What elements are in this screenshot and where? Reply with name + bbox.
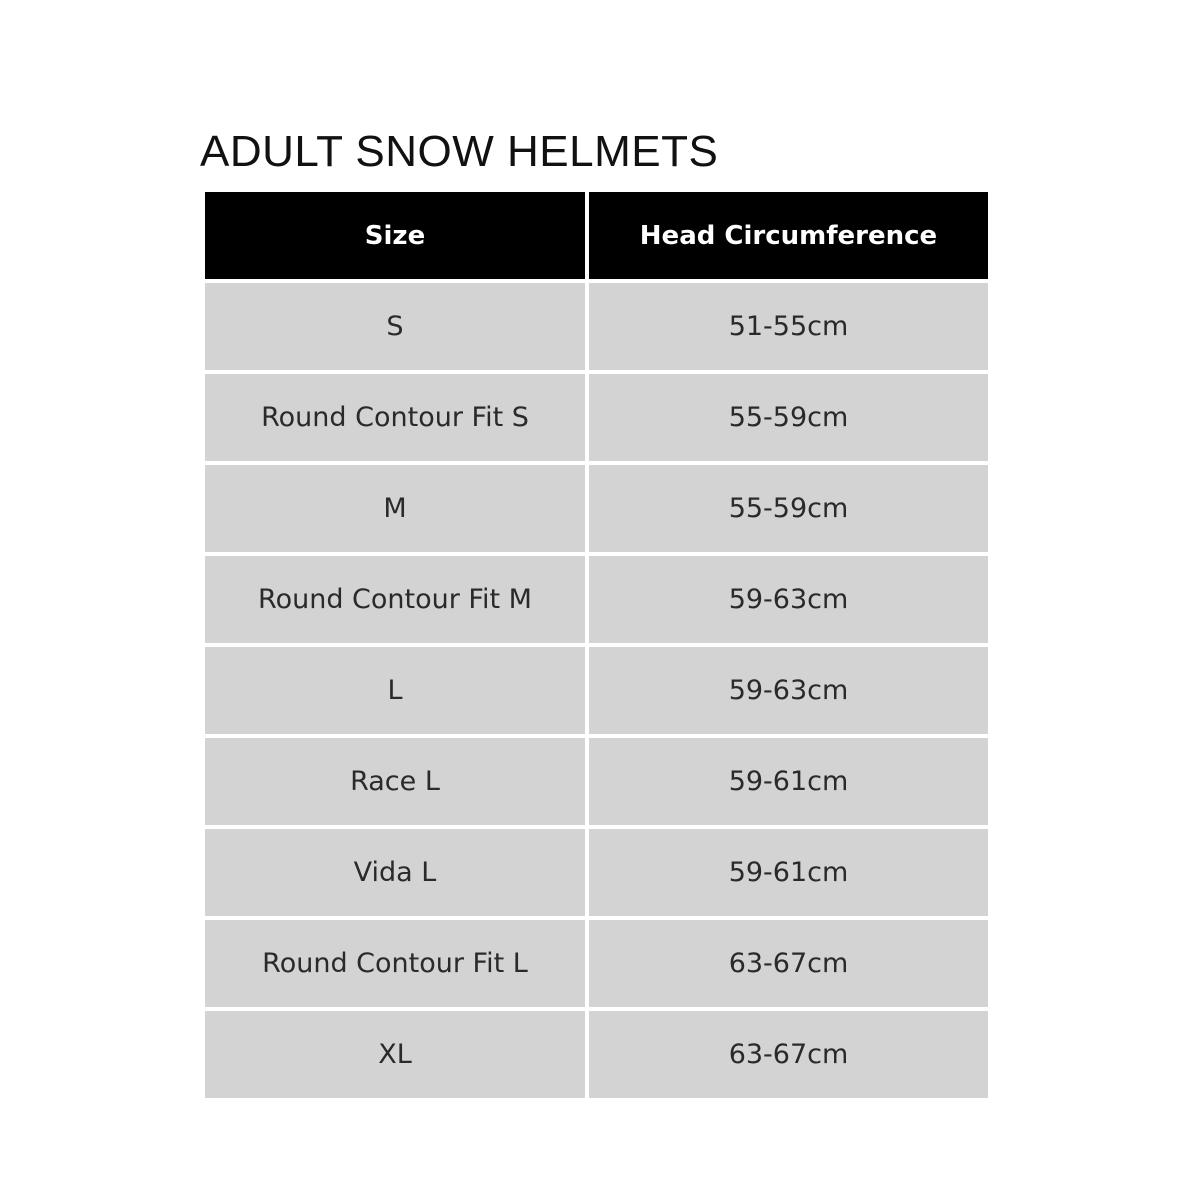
- circumference-cell: 63-67cm: [589, 1011, 988, 1098]
- header-head-circumference: Head Circumference: [589, 192, 988, 279]
- size-cell: L: [205, 647, 585, 734]
- circumference-cell: 55-59cm: [589, 374, 988, 461]
- circumference-cell: 51-55cm: [589, 283, 988, 370]
- circumference-cell: 59-61cm: [589, 829, 988, 916]
- table-row: [205, 374, 988, 461]
- table-row: [205, 465, 988, 552]
- circumference-cell: 59-61cm: [589, 738, 988, 825]
- table-row: [205, 556, 988, 643]
- size-cell: Race L: [205, 738, 585, 825]
- table-row: [205, 738, 988, 825]
- table-row: [205, 920, 988, 1007]
- circumference-cell: 55-59cm: [589, 465, 988, 552]
- size-cell: Round Contour Fit S: [205, 374, 585, 461]
- table-row: [205, 1011, 988, 1098]
- table-body: [205, 283, 988, 1098]
- circumference-cell: 59-63cm: [589, 556, 988, 643]
- size-cell: Vida L: [205, 829, 585, 916]
- header-size: Size: [205, 192, 585, 279]
- size-chart-table: [201, 188, 992, 1102]
- size-cell: M: [205, 465, 585, 552]
- circumference-cell: 59-63cm: [589, 647, 988, 734]
- size-cell: S: [205, 283, 585, 370]
- size-cell: Round Contour Fit M: [205, 556, 585, 643]
- header-row: [205, 192, 988, 279]
- circumference-cell: 63-67cm: [589, 920, 988, 1007]
- table-row: [205, 829, 988, 916]
- table-header: [205, 192, 988, 279]
- table-row: [205, 283, 988, 370]
- size-cell: Round Contour Fit L: [205, 920, 585, 1007]
- page-title: ADULT SNOW HELMETS: [200, 127, 719, 176]
- size-cell: XL: [205, 1011, 585, 1098]
- table-row: [205, 647, 988, 734]
